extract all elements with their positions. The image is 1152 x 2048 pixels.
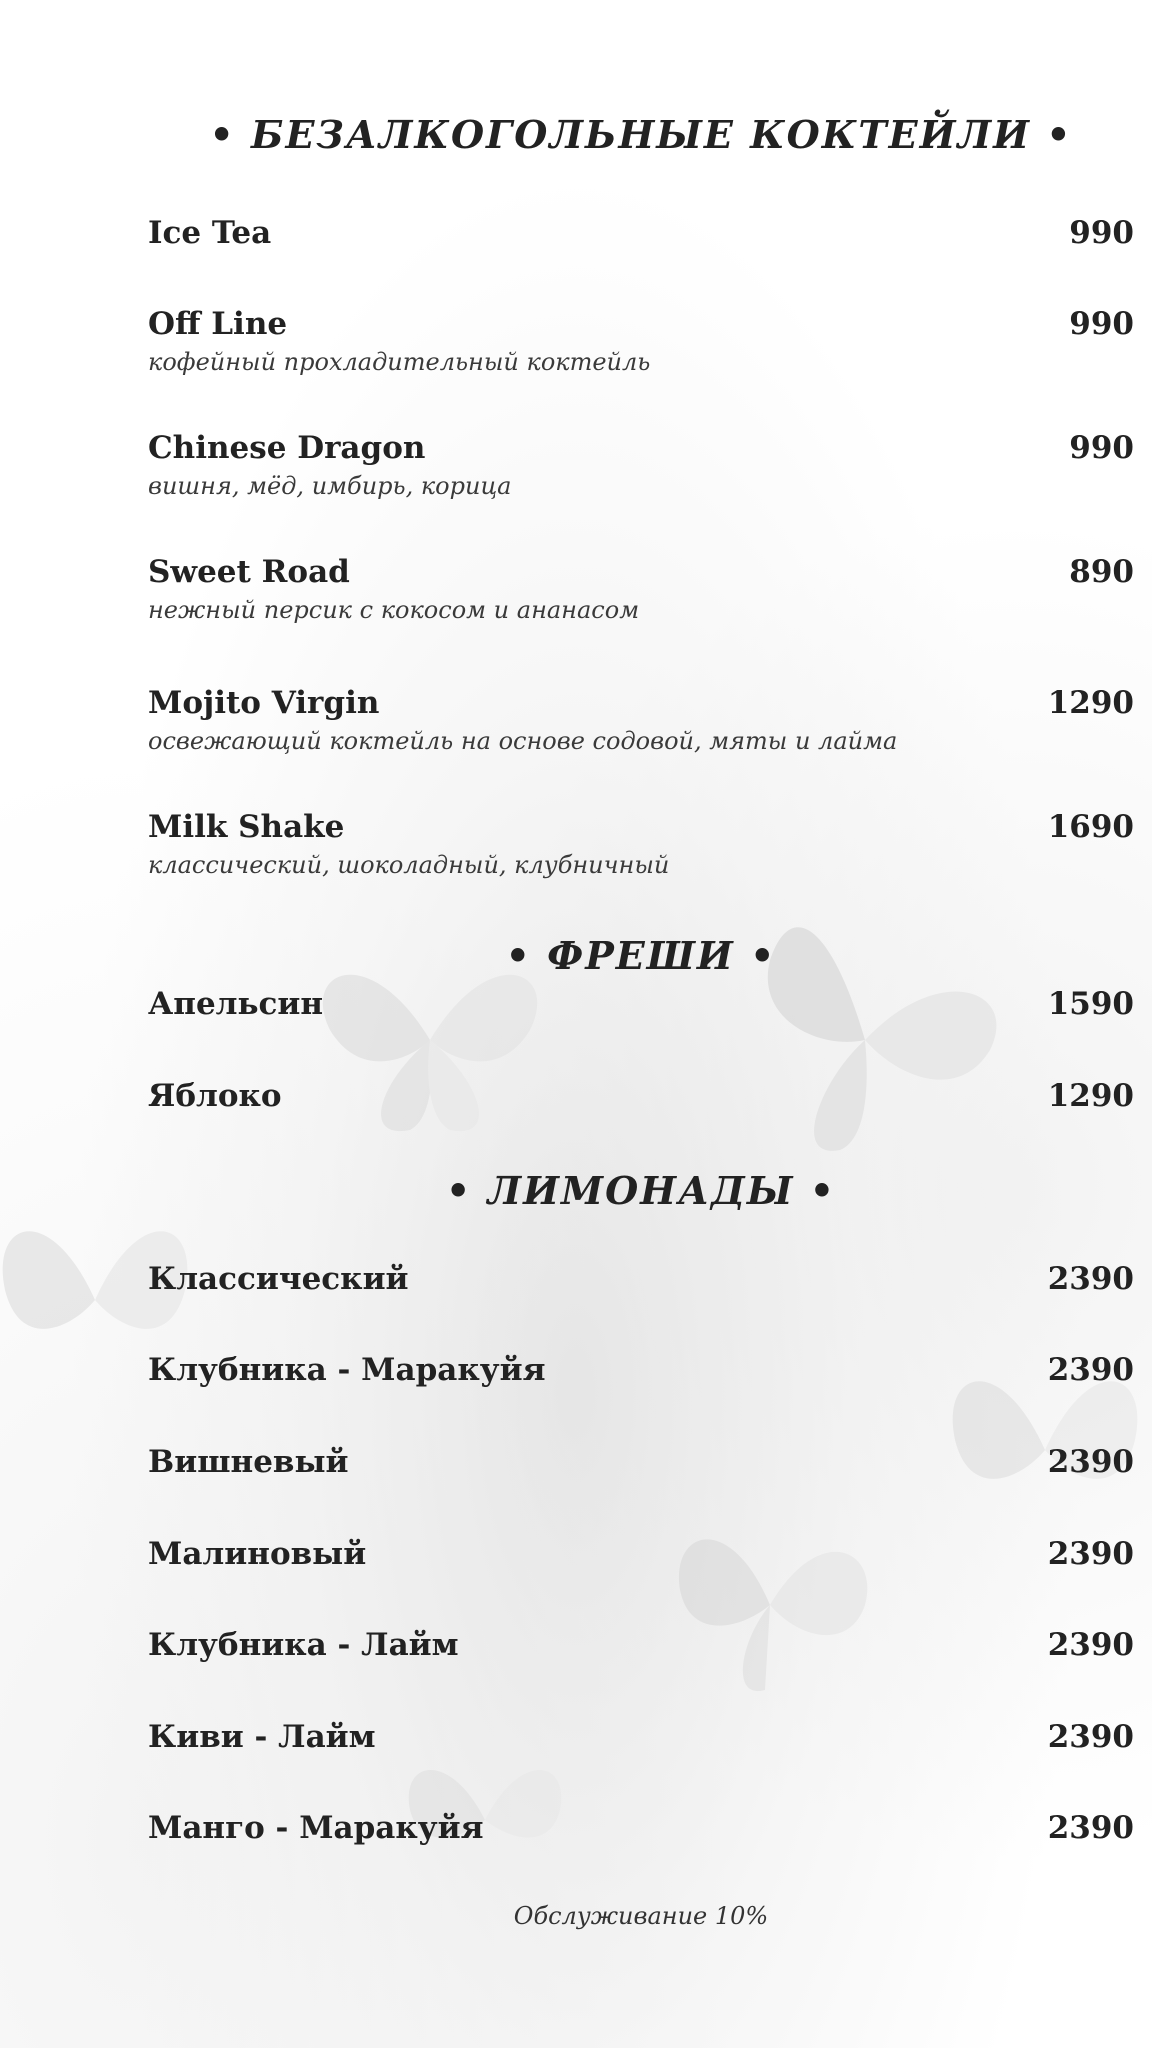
item-price: 1590 xyxy=(1047,986,1134,1022)
item-name: Яблоко xyxy=(148,1078,282,1114)
item-price: 2390 xyxy=(1047,1261,1134,1297)
item-name: Манго - Маракуйя xyxy=(148,1810,484,1846)
item-name: Chinese Dragon xyxy=(148,430,426,466)
item-price: 2390 xyxy=(1047,1444,1134,1480)
item-price: 1690 xyxy=(1047,809,1134,845)
item-description: нежный персик с кокосом и ананасом xyxy=(148,596,640,624)
item-price: 1290 xyxy=(1047,685,1134,721)
item-name: Mojito Virgin xyxy=(148,685,380,721)
menu-page xyxy=(148,0,1134,2048)
section-title-fresh: • ФРЕШИ • xyxy=(505,933,777,978)
item-name: Вишневый xyxy=(148,1444,349,1480)
item-name: Клубника - Лайм xyxy=(148,1627,459,1663)
item-price: 990 xyxy=(1069,430,1134,466)
item-description: освежающий коктейль на основе содовой, мяты и лайма xyxy=(148,727,898,755)
item-name: Апельсин xyxy=(148,986,324,1022)
item-name: Классический xyxy=(148,1261,409,1297)
item-description: кофейный прохладительный коктейль xyxy=(148,348,651,376)
section-title-cocktails: • БЕЗАЛКОГОЛЬНЫЕ КОКТЕЙЛИ • xyxy=(209,112,1073,157)
item-price: 2390 xyxy=(1047,1536,1134,1572)
item-price: 2390 xyxy=(1047,1719,1134,1755)
item-price: 890 xyxy=(1069,554,1134,590)
item-price: 990 xyxy=(1069,306,1134,342)
item-name: Киви - Лайм xyxy=(148,1719,376,1755)
item-price: 2390 xyxy=(1047,1627,1134,1663)
section-title-lemonades: • ЛИМОНАДЫ • xyxy=(445,1168,836,1213)
item-description: классический, шоколадный, клубничный xyxy=(148,851,670,879)
item-price: 2390 xyxy=(1047,1810,1134,1846)
service-note: Обслуживание 10% xyxy=(513,1902,769,1930)
item-price: 1290 xyxy=(1047,1078,1134,1114)
item-name: Off Line xyxy=(148,306,288,342)
item-name: Milk Shake xyxy=(148,809,345,845)
item-price: 990 xyxy=(1069,215,1134,251)
item-name: Клубника - Маракуйя xyxy=(148,1352,546,1388)
item-name: Ice Tea xyxy=(148,215,272,251)
item-name: Малиновый xyxy=(148,1536,367,1572)
item-price: 2390 xyxy=(1047,1352,1134,1388)
item-name: Sweet Road xyxy=(148,554,350,590)
item-description: вишня, мёд, имбирь, корица xyxy=(148,472,512,500)
